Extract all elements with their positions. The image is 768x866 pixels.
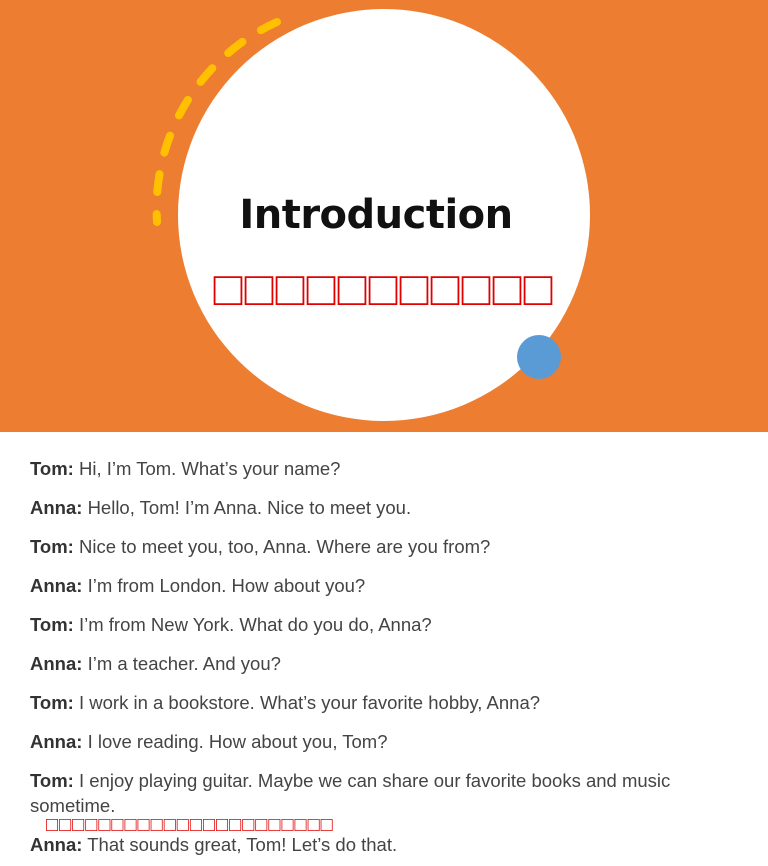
dialogue-line <box>30 534 730 559</box>
dialogue-text: Hi, I’m Tom. What’s your name? <box>78 458 341 479</box>
speaker-label: Anna: <box>30 834 83 855</box>
dialogue-text: I’m a teacher. And you? <box>87 653 281 674</box>
speaker-label: Tom: <box>30 692 74 713</box>
dialogue-line <box>30 768 730 818</box>
speaker-label: Tom: <box>30 536 74 557</box>
dialogue-text: Nice to meet you, too, Anna. Where are you from? <box>78 536 491 557</box>
dialogue-text: I’m from London. How about you? <box>87 575 366 596</box>
translation-note: □□□□□□□□□□□□□□□□□□□□□□ <box>46 814 334 836</box>
dialogue-text: I’m from New York. What do you do, Anna? <box>78 614 432 635</box>
page-title: Introduction <box>239 192 513 238</box>
speaker-label: Anna: <box>30 731 83 752</box>
dialogue-line <box>30 612 730 637</box>
dialogue-line <box>30 456 730 481</box>
dialogue-text: I love reading. How about you, Tom? <box>87 731 388 752</box>
dialogue-text: That sounds great, Tom! Let’s do that. <box>87 834 398 855</box>
dialogue-line <box>30 495 730 520</box>
speaker-label: Tom: <box>30 458 74 479</box>
title-banner <box>0 0 768 432</box>
dialogue-line <box>30 690 730 715</box>
dialogue-list <box>30 456 730 866</box>
speaker-label: Anna: <box>30 497 83 518</box>
dialogue-line <box>30 573 730 598</box>
dialogue-line <box>30 651 730 676</box>
page-subtitle: □□□□□□□□□□□ <box>213 263 555 316</box>
accent-dot <box>517 335 561 379</box>
speaker-label: Tom: <box>30 770 74 791</box>
speaker-label: Anna: <box>30 653 83 674</box>
speaker-label: Anna: <box>30 575 83 596</box>
dialogue-text: I work in a bookstore. What’s your favorite hobby, Anna? <box>78 692 541 713</box>
dialogue-text: I enjoy playing guitar. Maybe we can share our favorite books and music sometime. <box>30 770 671 816</box>
speaker-label: Tom: <box>30 614 74 635</box>
dialogue-text: Hello, Tom! I’m Anna. Nice to meet you. <box>87 497 412 518</box>
dialogue-line <box>30 729 730 754</box>
